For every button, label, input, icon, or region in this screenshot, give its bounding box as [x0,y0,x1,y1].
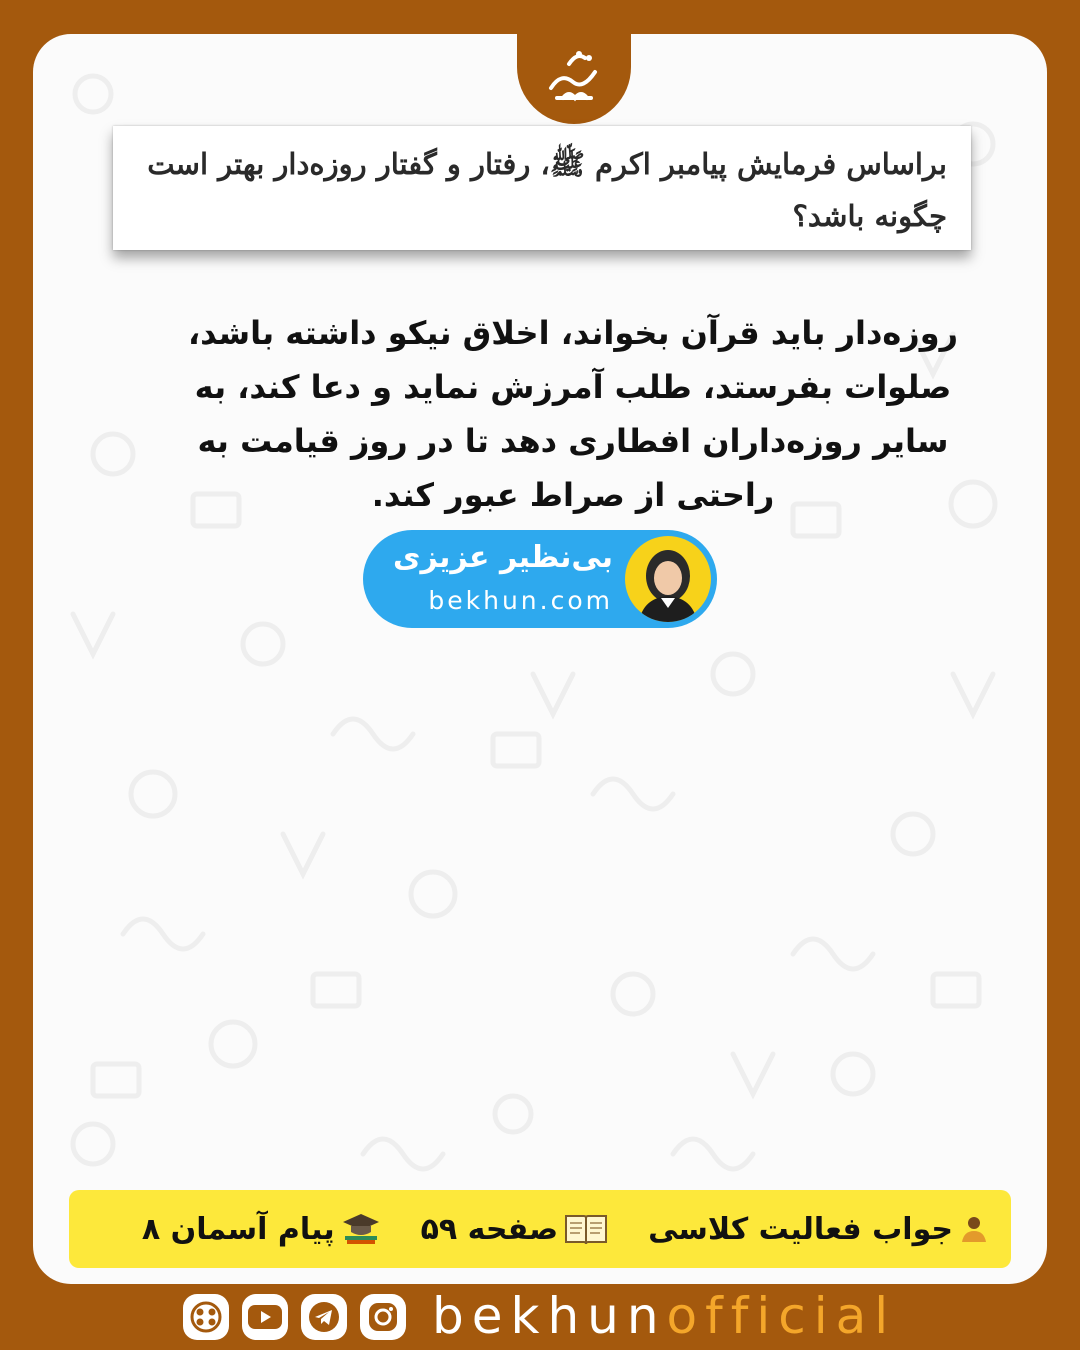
answer-line: سایر روزه‌داران افطاری دهد تا در روز قیامت به [197,422,949,460]
teacher-icon [959,1214,989,1244]
instagram-link[interactable] [360,1294,406,1340]
logo-badge [517,34,631,124]
page-label: صفحه ۵۹ [420,1211,559,1247]
graduation-cap-icon [341,1212,381,1246]
activity-label: جواب فعالیت کلاسی [648,1211,953,1247]
question-box [113,126,971,250]
author-name: بی‌نظیر عزیزی [392,540,613,575]
footer-book [142,1212,381,1247]
logo-icon [539,44,609,114]
youtube-link[interactable] [242,1294,288,1340]
answer-line: راحتی از صراط عبور کند. [371,476,775,514]
brand-part-1: bekhun [432,1287,667,1345]
answer-line: روزه‌دار باید قرآن بخواند، اخلاق نیکو داشته باشد، [187,314,958,352]
content-card [33,34,1047,1284]
footer-page [421,1212,608,1247]
youtube-icon [247,1303,283,1331]
brand-wordmark[interactable] [432,1286,896,1346]
question-line: براساس فرمایش پیامبر اکرم ﷺ، رفتار و گفتار روزه‌دار بهتر است [147,147,947,181]
question-line: چگونه باشد؟ [792,199,947,233]
brand-part-2: official [666,1287,897,1345]
author-website[interactable]: bekhun.com [428,586,613,615]
book-icon [564,1212,608,1246]
telegram-link[interactable] [301,1294,347,1340]
author-badge [363,530,717,628]
answer-line: صلوات بفرستد، طلب آمرزش نماید و دعا کند، به [194,368,952,406]
author-avatar [625,536,711,622]
social-links [183,1294,406,1340]
telegram-icon [307,1300,341,1334]
footer-info-bar [69,1190,1011,1268]
avatar-icon [625,536,711,622]
aparat-link[interactable] [183,1294,229,1340]
bottom-bar [0,1284,1080,1350]
answer-text [143,306,1003,522]
book-title: پیام آسمان ۸ [141,1211,335,1247]
instagram-icon [366,1300,400,1334]
footer-activity [648,1212,989,1247]
aparat-icon [189,1300,223,1334]
